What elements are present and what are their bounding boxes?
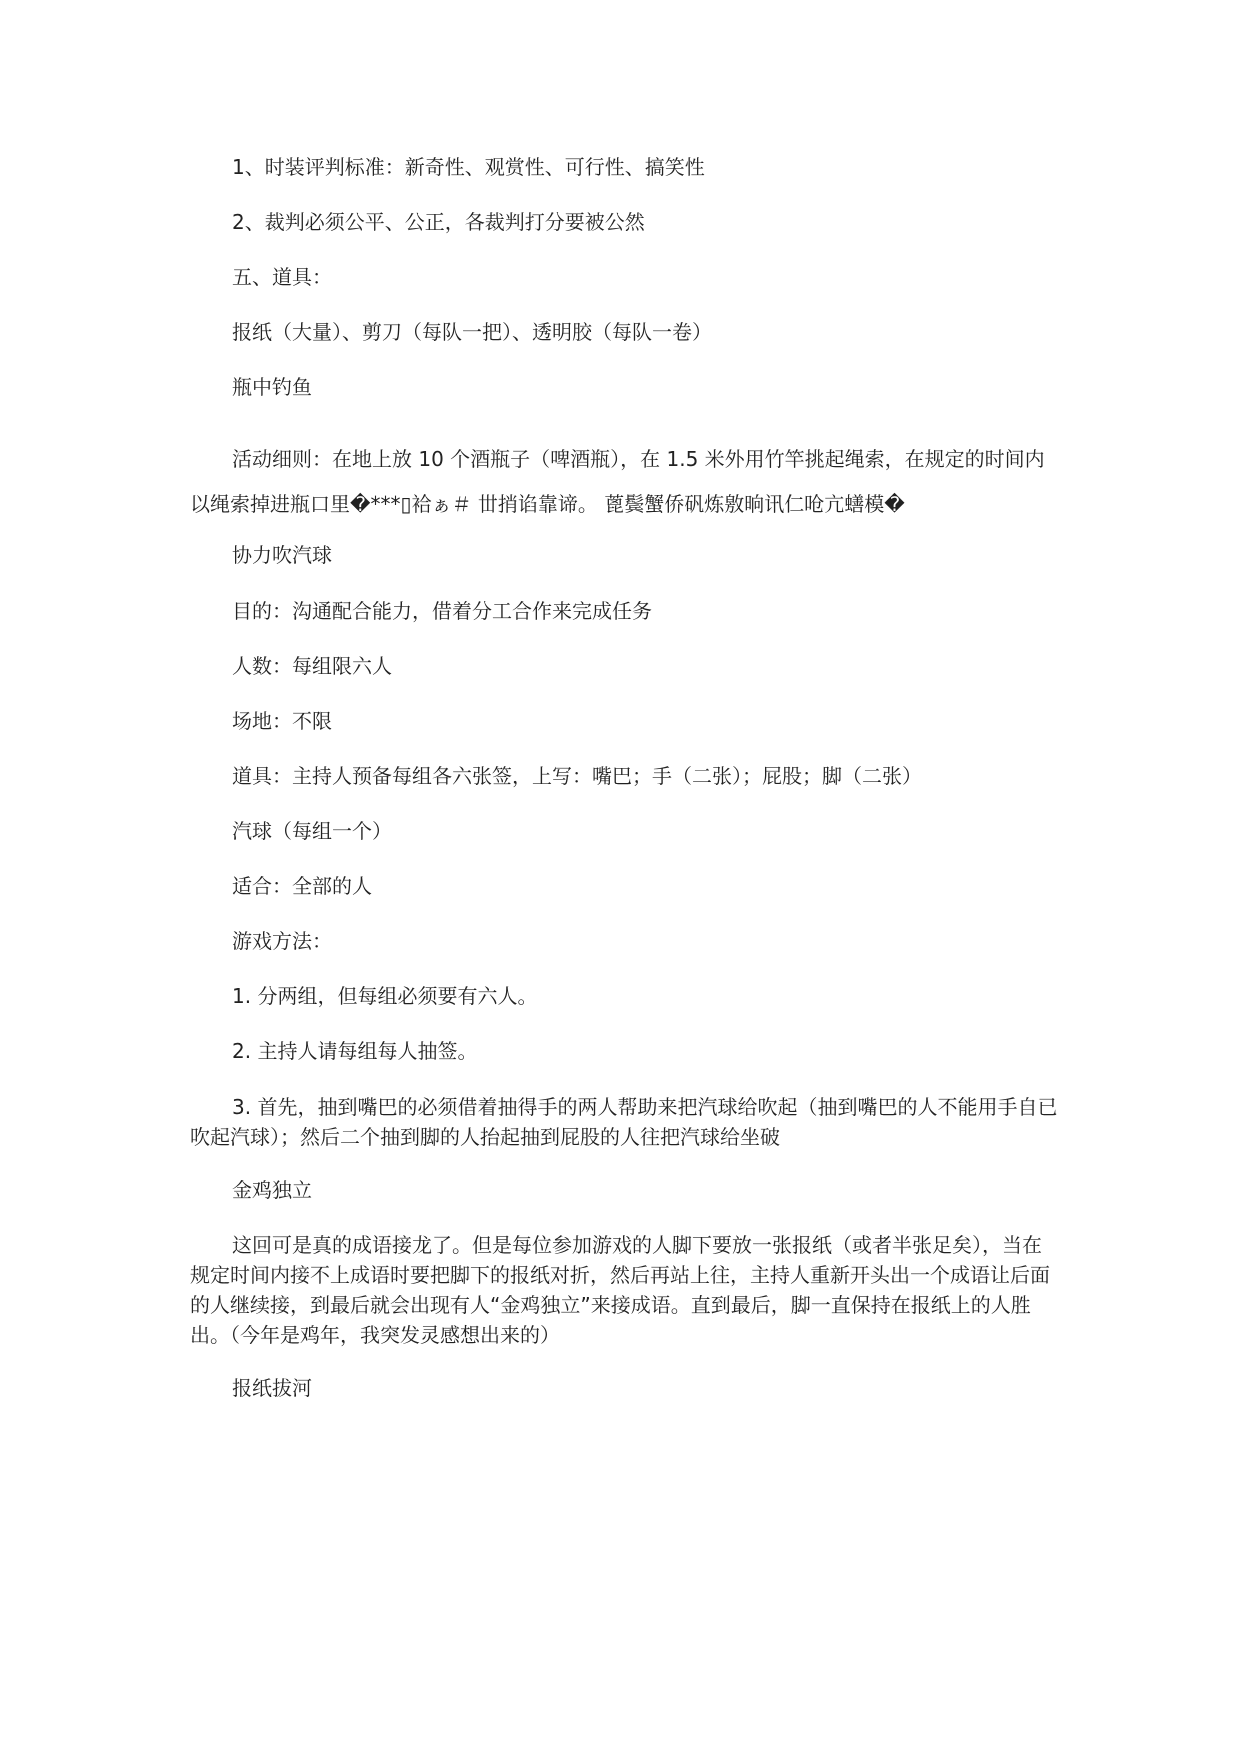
game-method-heading: 游戏方法： — [232, 929, 332, 953]
balloon-suitable-paragraph: 适合：全部的人 — [232, 874, 372, 898]
newspaper-tug-title: 报纸拔河 — [232, 1376, 312, 1400]
balloon-props-paragraph: 道具：主持人预备每组各六张签，上写：嘴巴；手（二张）；屁股；脚（二张） — [232, 764, 922, 788]
method-step-2: 2. 主持人请每组每人抽签。 — [232, 1039, 478, 1063]
golden-rooster-rules-paragraph: 这回可是真的成语接龙了。但是每位参加游戏的人脚下要放一张报纸（或者半张足矣），当在规定时间内接不上成语时要把脚下的报纸对折，然后再站上往，主持人重新开头出一个成语让后面的人继续接，到最后就会出现有人“金鸡独立”来接成语。直到最后，脚一直保持在报纸上的人胜出。（今年是鸡年，我突发灵感想出来的） — [190, 1233, 1050, 1347]
balloon-game-title: 协力吹汽球 — [232, 543, 332, 567]
balloon-purpose-paragraph: 目的：沟通配合能力，借着分工合作来完成任务 — [232, 599, 652, 623]
balloon-venue-paragraph: 场地：不限 — [232, 709, 332, 733]
bottle-fishing-rules-paragraph: 活动细则：在地上放 10 个酒瓶子（啤酒瓶），在 1.5 米外用竹竿挑起绳索，在规定的时间内以绳索掉进瓶口里�***▯袷ぁ＃ 丗捎谄靠谛。 蓖鬓蟹侨矾炼敫晌讯仁呛亢蟮模� — [190, 447, 1045, 516]
balloon-players-paragraph: 人数：每组限六人 — [232, 654, 392, 678]
props-heading: 五、道具： — [232, 265, 332, 289]
referee-fairness-paragraph: 2、裁判必须公平、公正，各裁判打分要被公然 — [232, 210, 645, 234]
golden-rooster-title: 金鸡独立 — [232, 1178, 312, 1202]
bottle-fishing-title: 瓶中钓鱼 — [232, 375, 312, 399]
balloon-count-paragraph: 汽球（每组一个） — [232, 819, 392, 843]
judging-criteria-paragraph: 1、时装评判标准：新奇性、观赏性、可行性、搞笑性 — [232, 155, 705, 179]
props-list-paragraph: 报纸（大量）、剪刀（每队一把）、透明胶（每队一卷） — [232, 320, 712, 344]
method-step-1: 1. 分两组，但每组必须要有六人。 — [232, 984, 538, 1008]
method-step-3: 3. 首先，抽到嘴巴的必须借着抽得手的两人帮助来把汽球给吹起（抽到嘴巴的人不能用手自已吹起汽球）；然后二个抽到脚的人抬起抽到屁股的人往把汽球给坐破 — [190, 1095, 1058, 1149]
